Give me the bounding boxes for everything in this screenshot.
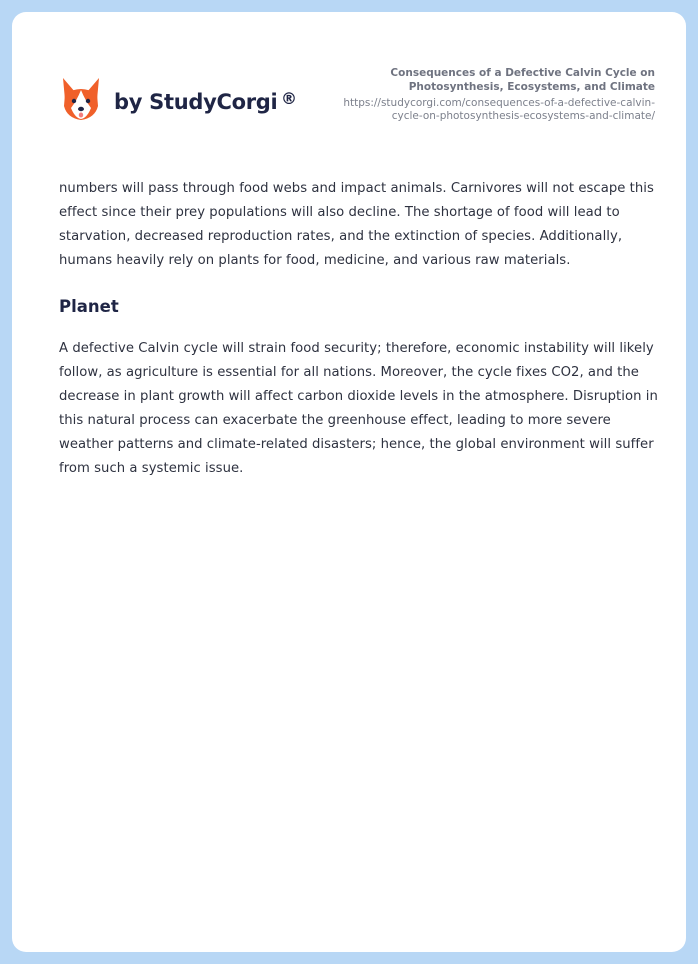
- brand-name: by StudyCorgi: [114, 90, 278, 114]
- section-heading: Planet: [59, 297, 119, 316]
- document-url[interactable]: https://studycorgi.com/consequences-of-a-defective-calvin-cycle-on-photosynthesis-ecosystems-and-climate/: [343, 97, 655, 122]
- corgi-logo-icon: [61, 76, 101, 122]
- document-title: Consequences of a Defective Calvin Cycle on Photosynthesis, Ecosystems, and Climate: [390, 67, 655, 93]
- registered-mark: ®: [281, 89, 297, 108]
- studycorgi-logo[interactable]: [61, 76, 297, 122]
- paragraph: numbers will pass through food webs and impact animals. Carnivores will not escape this effect since their prey populations will also decline. The shortage of food will lead to starvation, decreased reproduction rates, and the extinction of species. Additionally, humans heavily rely on plants for food, medicine, and various raw materials.: [59, 181, 654, 268]
- paragraph: A defective Calvin cycle will strain food security; therefore, economic instability will likely follow, as agriculture is essential for all nations. Moreover, the cycle fixes CO2, and the decrease in plant growth will affect carbon dioxide levels in the atmosphere. Disruption in this natural process can exacerbate the greenhouse effect, leading to more severe weather patterns and climate-related disasters; hence, the global environment will suffer from such a systemic issue.: [59, 341, 658, 476]
- document-body: [59, 177, 659, 481]
- document-page: [12, 12, 686, 952]
- document-meta: [315, 66, 655, 123]
